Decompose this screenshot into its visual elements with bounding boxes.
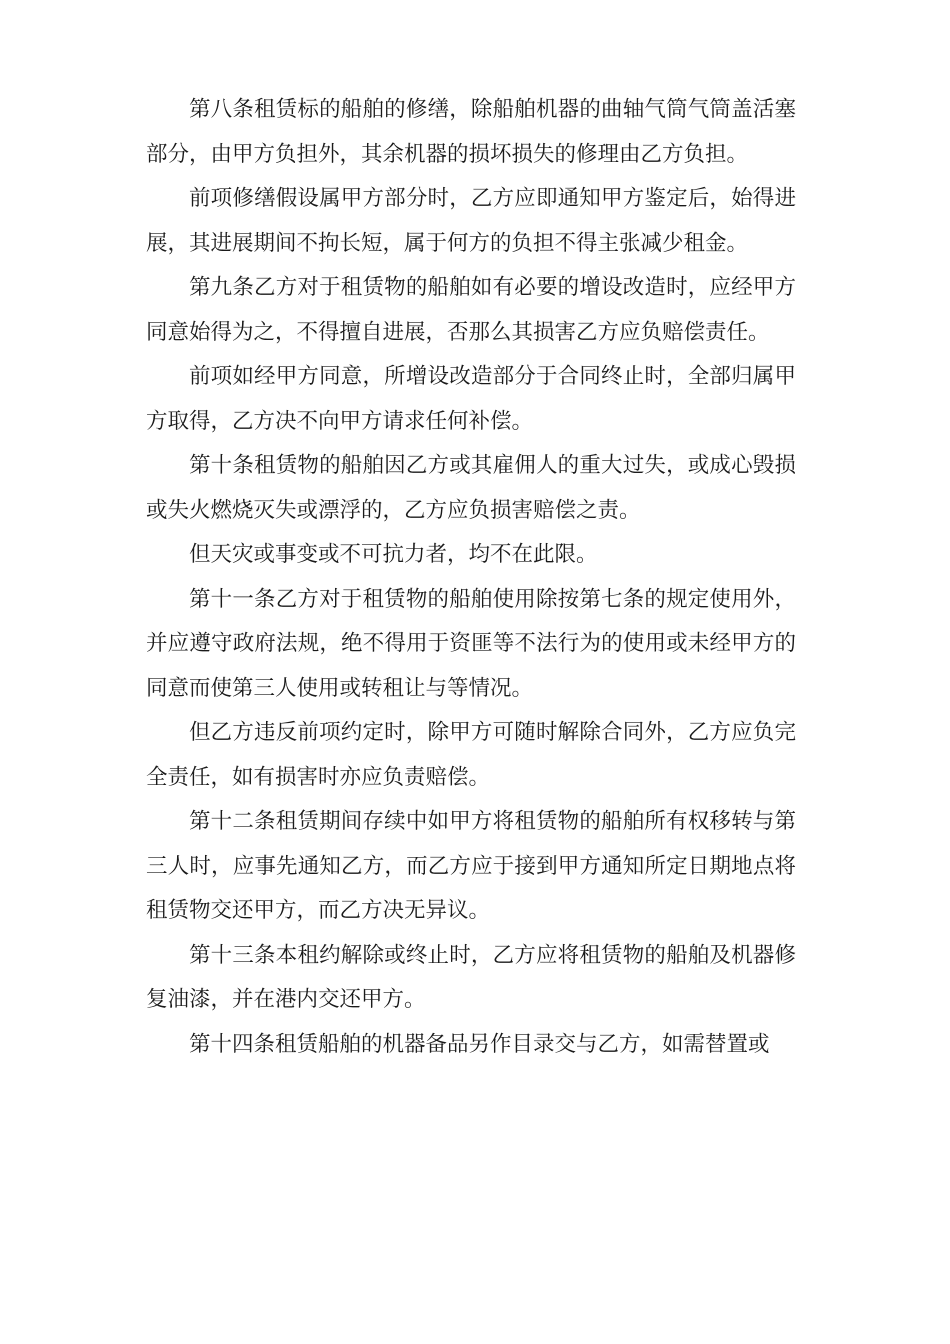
paragraph-article-9-consent: 前项如经甲方同意，所增设改造部分于合同终止时，全部归属甲方取得，乙方决不向甲方请求任何补偿。 [146, 364, 796, 434]
paragraph-article-8: 第八条租赁标的船舶的修缮，除船舶机器的曲轴气筒气筒盖活塞部分，由甲方负担外，其余机器的损坏损失的修理由乙方负担。 [146, 97, 796, 167]
paragraph-article-14: 第十四条租赁船舶的机器备品另作目录交与乙方，如需替置或 [189, 1031, 770, 1057]
paragraph-article-10-exception: 但天灾或事变或不可抗力者，均不在此限。 [189, 542, 598, 567]
paragraph-article-9: 第九条乙方对于租赁物的船舶如有必要的增设改造时，应经甲方同意始得为之，不得擅自进展，否那么其损害乙方应负赔偿责任。 [146, 275, 796, 345]
paragraph-article-12: 第十二条租赁期间存续中如甲方将租赁物的船舶所有权移转与第三人时，应事先通知乙方，而乙方应于接到甲方通知所定日期地点将租赁物交还甲方，而乙方决无异议。 [146, 809, 796, 923]
paragraph-article-8-repair: 前项修缮假设属甲方部分时，乙方应即通知甲方鉴定后，始得进展，其进展期间不拘长短，属于何方的负担不得主张减少租金。 [146, 186, 796, 256]
paragraph-article-11: 第十一条乙方对于租赁物的船舶使用除按第七条的规定使用外，并应遵守政府法规，绝不得用于资匪等不法行为的使用或未经甲方的同意而使第三人使用或转租让与等情况。 [146, 586, 796, 701]
paragraph-article-11-violation: 但乙方违反前项约定时，除甲方可随时解除合同外，乙方应负完全责任，如有损害时亦应负责赔偿。 [146, 720, 796, 790]
document-body [146, 88, 796, 1067]
paragraph-article-10: 第十条租赁物的船舶因乙方或其雇佣人的重大过失，或成心毁损或失火燃烧灭失或漂浮的，乙方应负损害赔偿之责。 [146, 453, 796, 523]
paragraph-article-13: 第十三条本租约解除或终止时，乙方应将租赁物的船舶及机器修复油漆，并在港内交还甲方。 [146, 942, 796, 1012]
